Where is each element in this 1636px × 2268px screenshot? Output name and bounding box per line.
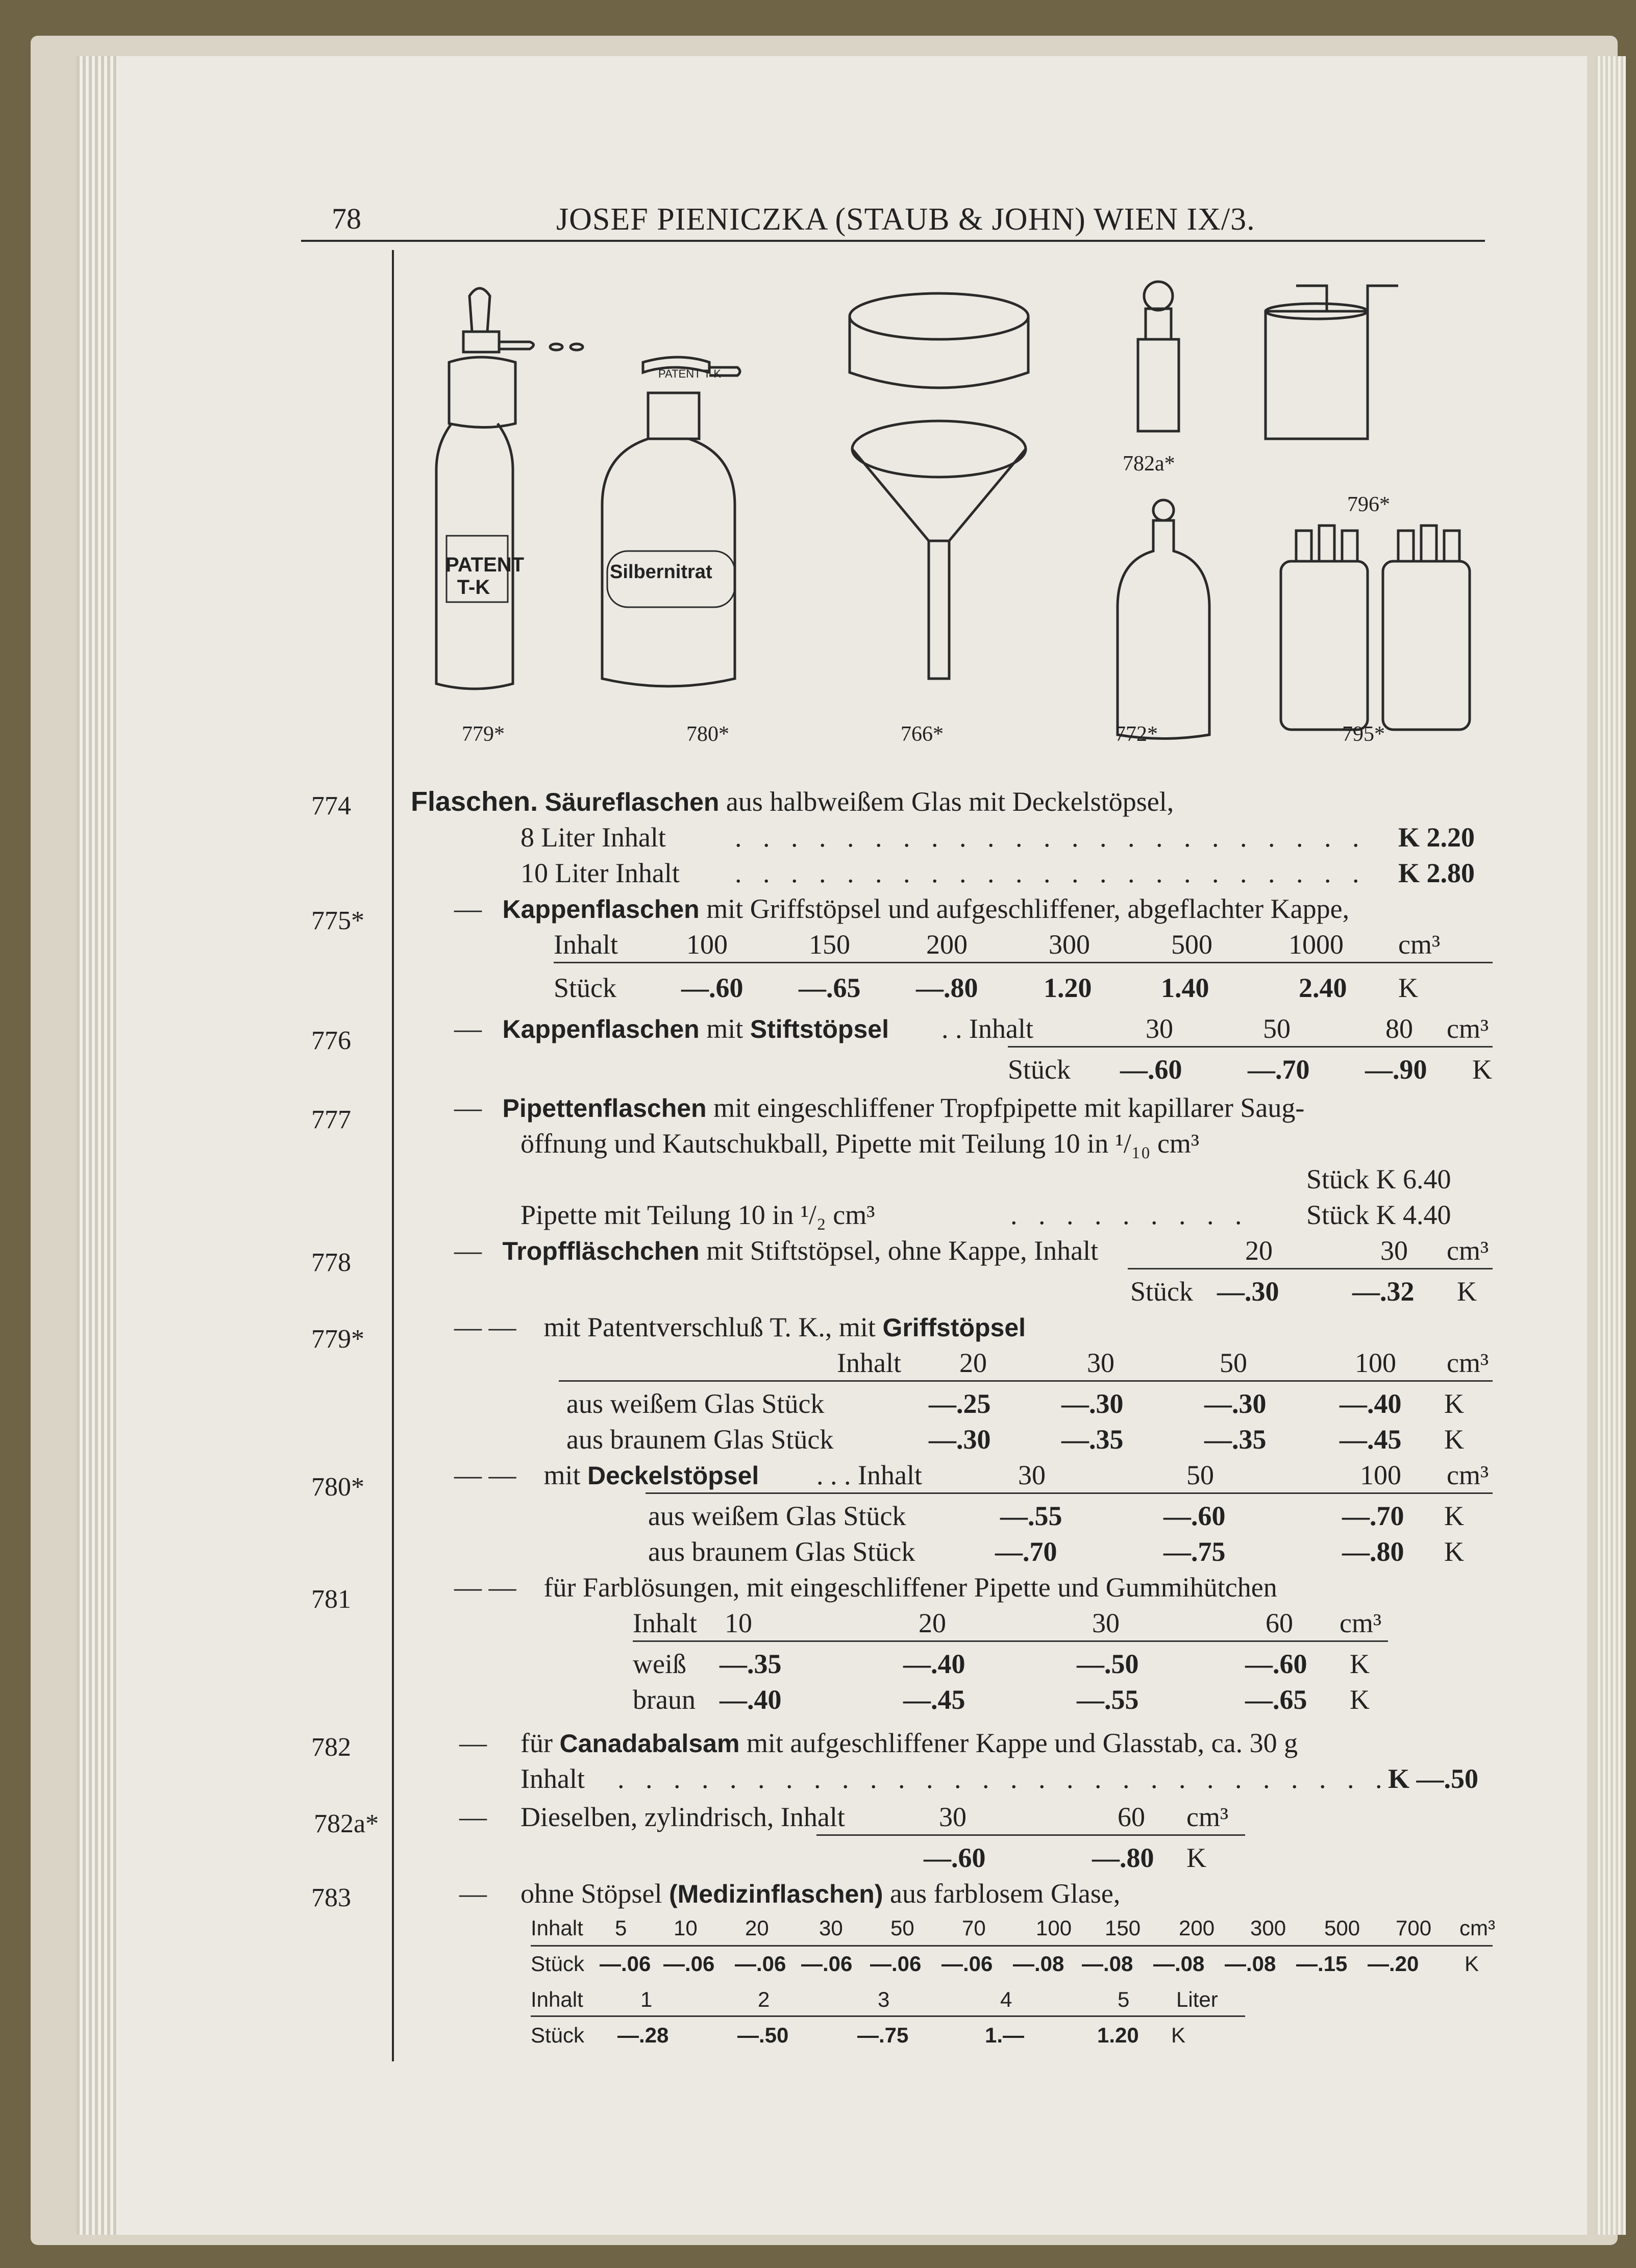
gas-jar-796-figure <box>1266 286 1398 439</box>
entry-number-775: 775* <box>311 906 364 935</box>
entry-774-size-8: 8 Liter Inhalt <box>520 822 666 853</box>
entry-782-line2: Inhalt <box>520 1763 585 1794</box>
entry-778-line1: — Tropffläschchen mit Stiftstöpsel, ohne Kappe, Inhalt <box>454 1235 1099 1266</box>
table-rule <box>633 1640 1388 1642</box>
dropper-bottle-figure <box>436 288 583 689</box>
bottle-label-patent: PATENT T-K <box>445 554 525 599</box>
page-stack-left <box>77 56 122 2235</box>
table-rule <box>559 1380 1493 1382</box>
table-rule <box>554 962 1493 963</box>
entry-782-line1: für Canadabalsam mit aufgeschliffener Kappe und Glasstab, ca. 30 g <box>520 1728 1298 1758</box>
product-description: aus halbweißem Glas mit Deckelstöpsel, <box>726 786 1174 817</box>
entry-number-777: 777 <box>311 1105 351 1134</box>
table-rule <box>1008 1046 1493 1048</box>
entry-number-779: 779* <box>311 1325 364 1354</box>
entry-783-line1: ohne Stöpsel (Medizinflaschen) aus farblosem Glase, <box>520 1878 1121 1909</box>
entry-number-782a: 782a* <box>314 1809 379 1838</box>
entry-number-778: 778 <box>311 1248 351 1277</box>
page-header <box>301 202 1485 242</box>
entry-777-line1: — Pipettenflaschen mit eingeschliffener Tropfpipette mit kapillarer Saug- <box>454 1092 1305 1123</box>
figure-label-795: 795* <box>1342 722 1385 746</box>
price: Stück K 6.40 <box>1306 1164 1451 1194</box>
column-rule <box>392 250 394 2061</box>
entry-782a-line1: Dieselben, zylindrisch, Inhalt <box>520 1802 845 1832</box>
entry-number-783: 783 <box>311 1883 351 1912</box>
entry-777-line2: öffnung und Kautschukball, Pipette mit Teilung 10 in ¹/₁₀ cm³ <box>520 1128 1200 1159</box>
table-rule <box>531 1945 1493 1947</box>
page-title: JOSEF PIENICZKA (STAUB & JOHN) WIEN IX/3. <box>556 202 1255 237</box>
entry-781-line1: — — für Farblösungen, mit eingeschliffener Pipette und Gummihütchen <box>454 1572 1277 1603</box>
entry-777-line3: Pipette mit Teilung 10 in ¹/₂ cm³ <box>520 1200 875 1230</box>
figure-label-780: 780* <box>686 722 729 746</box>
price: K —.50 <box>1388 1763 1479 1794</box>
figure-label-779: 779* <box>462 722 505 746</box>
section-heading: Flaschen. <box>411 786 538 817</box>
entry-780-line1: — — mit Deckelstöpsel <box>454 1460 759 1490</box>
small-bottle-782a-figure <box>1138 282 1179 431</box>
price: K 2.20 <box>1398 822 1475 853</box>
page-number: 78 <box>332 202 361 235</box>
wash-bottles-795-figure <box>1281 526 1470 730</box>
price: K 2.80 <box>1398 858 1475 888</box>
dash: — <box>459 1728 487 1758</box>
stopper-label-patent: PATENT T-K <box>658 367 722 380</box>
entry-775-line1: — Kappenflaschen mit Griffstöpsel und aufgeschliffener, abgeflachter Kappe, <box>454 893 1350 924</box>
illustration-panel <box>429 276 1500 745</box>
dot-leader: . . . . . . . . . . . . . . . . . . . . . . . . . . . . <box>617 1763 1390 1794</box>
product-title: Säureflaschen <box>544 788 720 816</box>
price: Stück K 4.40 <box>1306 1200 1451 1230</box>
entry-number-782: 782 <box>311 1733 351 1762</box>
dot-leader: . . . . . . . . . . . . . . . . . . . . . . . <box>735 858 1367 888</box>
entry-779-line1: — — mit Patentverschluß T. K., mit Griffstöpsel <box>454 1312 1026 1342</box>
stoppered-bottle-figure <box>602 357 740 686</box>
dot-leader: . . . . . . . . . . . . . . . . . . . . . . . <box>735 822 1367 853</box>
figure-label-772: 772* <box>1115 722 1158 746</box>
table-rule <box>531 2015 1245 2017</box>
table-rule <box>646 1492 1493 1494</box>
header-rule <box>301 240 1485 242</box>
funnel-dish-figure <box>850 293 1028 679</box>
entry-number-780: 780* <box>311 1473 364 1502</box>
dot-leader: . . . . . . . . . <box>1010 1200 1249 1230</box>
entry-776-line1: — Kappenflaschen mit Stiftstöpsel <box>454 1013 889 1044</box>
entry-number-776: 776 <box>311 1026 351 1055</box>
dash: — <box>459 1878 487 1909</box>
entry-number-774: 774 <box>311 791 351 820</box>
dash: — <box>459 1802 487 1832</box>
bottle-label-silbernitrat: Silbernitrat <box>610 561 712 583</box>
entry-774-line1 <box>411 786 1174 817</box>
table-rule <box>816 1834 1245 1836</box>
page-stack-right <box>1595 56 1626 2235</box>
tall-bottle-772-figure <box>1118 500 1209 739</box>
entry-number-781: 781 <box>311 1585 351 1614</box>
table-rule <box>1128 1268 1493 1269</box>
figure-label-782a: 782a* <box>1123 452 1175 476</box>
entry-774-size-10: 10 Liter Inhalt <box>520 858 680 888</box>
figure-label-766: 766* <box>901 722 944 746</box>
figure-label-796: 796* <box>1347 493 1390 516</box>
